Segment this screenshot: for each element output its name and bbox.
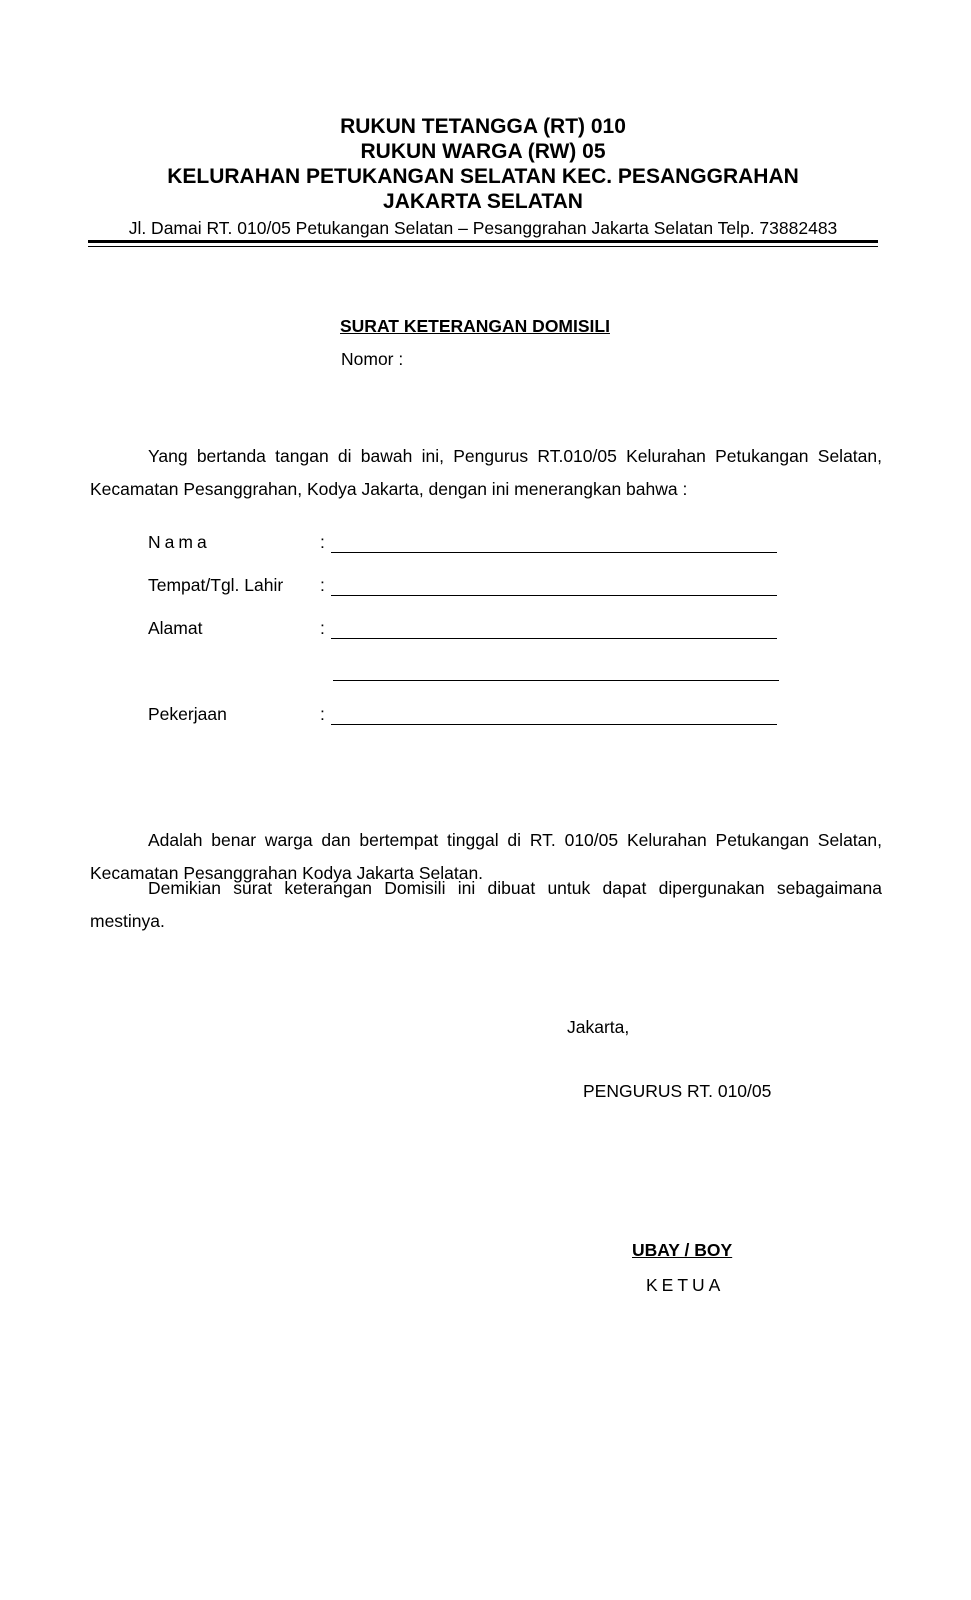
field-label-birth: Tempat/Tgl. Lahir: [148, 575, 284, 595]
closing-paragraph: Demikian surat keterangan Domisili ini dibuat untuk dapat dipergunakan sebagaimana mestinya.: [90, 878, 882, 931]
field-colon: :: [320, 575, 325, 595]
letterhead-rt: RUKUN TETANGGA (RT) 010: [340, 115, 626, 138]
field-label-occupation: Pekerjaan: [148, 704, 227, 724]
letterhead-divider-thick: [88, 240, 878, 243]
field-label-address: Alamat: [148, 618, 203, 638]
intro-paragraph: Yang bertanda tangan di bawah ini, Pengurus RT.010/05 Kelurahan Petukangan Selatan, Kecamatan Pesanggrahan, Kodya Jakarta, dengan ini menerangkan bahwa :: [90, 446, 882, 499]
signatory-name: UBAY / BOY: [632, 1240, 733, 1260]
field-colon: :: [320, 532, 325, 552]
field-blank-address-2[interactable]: [333, 680, 779, 681]
letterhead-city: JAKARTA SELATAN: [383, 190, 583, 213]
confirmation-paragraph: Adalah benar warga dan bertempat tinggal di RT. 010/05 Kelurahan Petukangan Selatan, Kecamatan Pesanggrahan Kodya Jakarta Selatan.: [90, 830, 882, 883]
field-blank-name[interactable]: [331, 552, 777, 553]
document-number-label: Nomor :: [341, 349, 404, 369]
letterhead: [88, 114, 878, 240]
field-label-name: Nama: [148, 532, 211, 552]
document-title: SURAT KETERANGAN DOMISILI: [340, 316, 610, 336]
signature-place: Jakarta,: [567, 1017, 630, 1037]
field-blank-occupation[interactable]: [331, 724, 777, 725]
letterhead-address: Jl. Damai RT. 010/05 Petukangan Selatan – Pesanggrahan Jakarta Selatan Telp. 73882483: [128, 218, 838, 238]
signatory-title: KETUA: [646, 1275, 725, 1295]
letterhead-rw: RUKUN WARGA (RW) 05: [360, 140, 606, 163]
field-colon: :: [320, 618, 325, 638]
letterhead-kelurahan: KELURAHAN PETUKANGAN SELATAN KEC. PESANGGRAHAN: [167, 165, 799, 188]
signature-organization: PENGURUS RT. 010/05: [583, 1081, 772, 1101]
field-blank-address[interactable]: [331, 638, 777, 639]
field-blank-birth[interactable]: [331, 595, 777, 596]
field-colon: :: [320, 704, 325, 724]
letterhead-divider-thin: [88, 246, 878, 247]
